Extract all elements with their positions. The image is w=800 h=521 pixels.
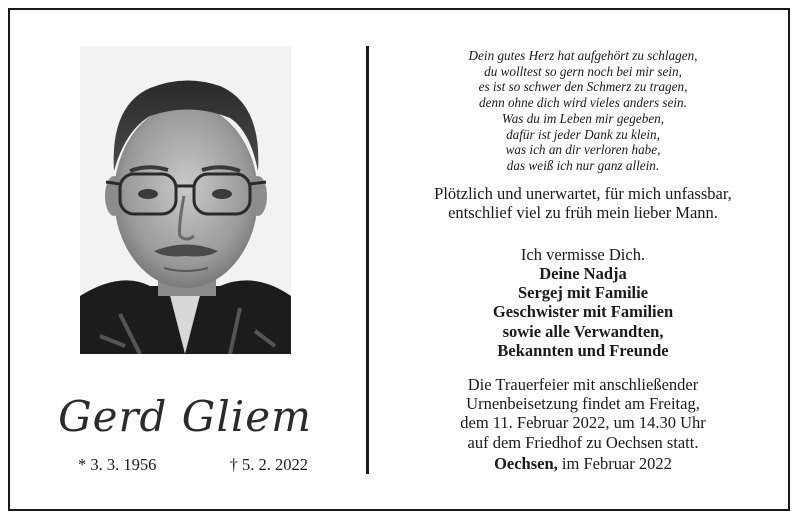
announcement-line: entschlief viel zu früh mein lieber Mann. [448, 203, 718, 222]
poem-line: das weiß ich nur ganz allein. [506, 157, 660, 173]
portrait-photo [80, 46, 291, 354]
place-date: im Februar 2022 [557, 454, 672, 473]
poem-line: du wolltest so gern noch bei mir sein, [484, 63, 682, 79]
mourner-line: Geschwister mit Familien [492, 302, 674, 322]
mourner-line: Bekannten und Freunde [497, 340, 669, 360]
service-line: auf dem Friedhof zu Oechsen statt. [467, 432, 699, 452]
place-town: Oechsen, [494, 454, 558, 473]
place-and-date [378, 454, 788, 473]
service-line: Urnenbeisetzung findet am Freitag, [466, 394, 700, 414]
poem-line: dafür ist jeder Dank zu klein, [506, 126, 660, 142]
mourners-list [378, 264, 788, 360]
service-line: dem 11. Februar 2022, um 14.30 Uhr [460, 413, 706, 433]
vertical-divider [366, 46, 369, 474]
death-date: † 5. 2. 2022 [229, 455, 308, 474]
poem-line: Dein gutes Herz hat aufgehört zu schlagen, [468, 48, 698, 63]
poem-line: Was du im Leben mir gegeben, [501, 110, 665, 126]
funeral-service-info [378, 375, 788, 452]
service-line: Die Trauerfeier mit anschließender [467, 375, 699, 394]
deceased-name: Gerd Gliem [58, 392, 312, 441]
miss-you-line: Ich vermisse Dich. [520, 245, 646, 264]
mourner-line: Deine Nadja [539, 264, 627, 283]
memorial-poem [378, 48, 788, 174]
death-announcement [378, 184, 788, 222]
announcement-line: Plötzlich und unerwartet, für mich unfassbar, [434, 184, 732, 203]
poem-line: es ist so schwer den Schmerz zu tragen, [478, 79, 688, 95]
mourner-line: Sergej mit Familie [517, 283, 649, 303]
birth-date: * 3. 3. 1956 [78, 455, 157, 474]
poem-line: denn ohne dich wird vieles anders sein. [479, 95, 687, 111]
poem-line: was ich an dir verloren habe, [505, 142, 661, 158]
mourner-line: sowie alle Verwandten, [502, 321, 664, 341]
